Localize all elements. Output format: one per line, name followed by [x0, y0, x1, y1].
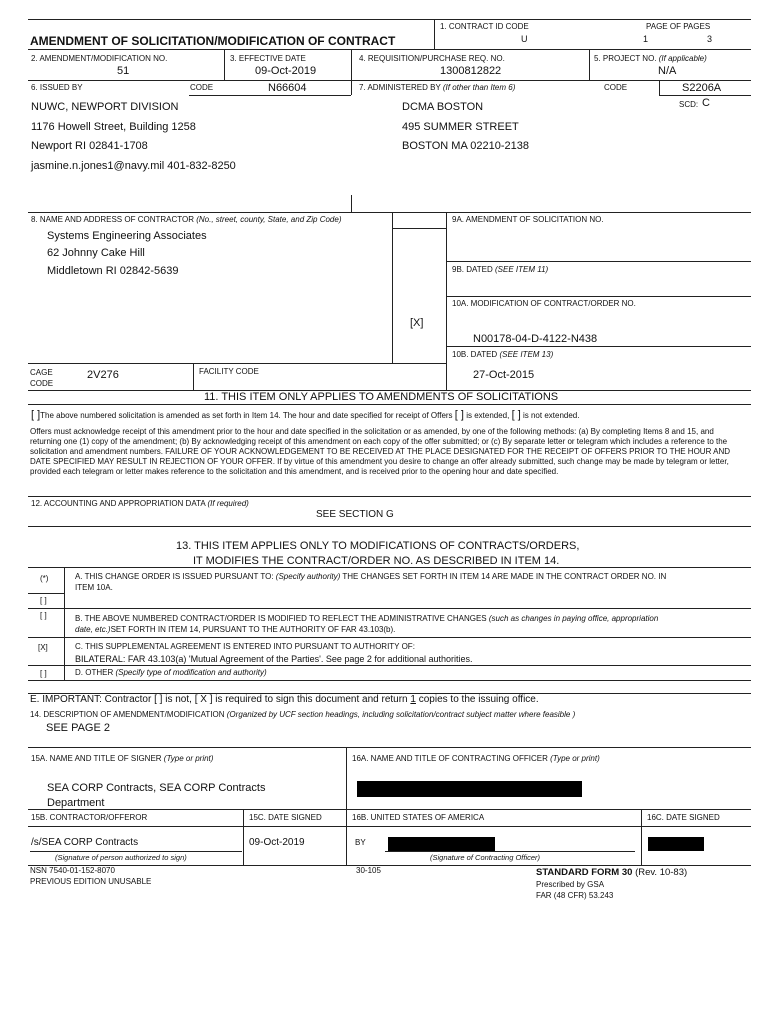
form-title: AMENDMENT OF SOLICITATION/MODIFICATION OF CONTRACT: [30, 34, 396, 48]
admin-line-3: BOSTON MA 02210-2138: [402, 140, 529, 152]
accounting-label: 12. ACCOUNTING AND APPROPRIATION DATA (If required): [31, 499, 249, 508]
effective-date-label: 3. EFFECTIVE DATE: [230, 54, 306, 63]
scd-label: SCD:: [679, 100, 699, 109]
item-13-box-b: [ ]: [40, 611, 47, 620]
item-11-instructions: Offers must acknowledge receipt of this amendment prior to the hour and date specified in the solicitation or as amended, by one of the following methods: (a) By completing Items 8 and 15, and returning one (1) copy of the amendment; (b) By acknowledging receipt of this amendment on each copy of the offer submitted; or (c) By separate letter or telegram which includes a reference to the solicitation and amendment numbers. FAILURE OF YOUR ACKNOWLEDGEMENT TO BE RECEIVED AT THE PLACE DESIGNATED FOR THE RECEIPT OF OFFERS PRIOR TO THE HOUR AND DATE SPECIFIED MAY RESULT IN REJECTION OF YOUR OFFER. If by virtue of this amendment you desire to change an offer already submitted, such change may be made by telegram or letter, provided each telegram or letter makes reference to the solicitation and this amendment, and is received prior to the opening hour and date specified.: [30, 427, 731, 476]
issued-code-value: N66604: [268, 82, 307, 94]
signer-name-label: 15A. NAME AND TITLE OF SIGNER (Type or print): [31, 754, 214, 763]
signature-officer-caption: (Signature of Contracting Officer): [430, 853, 541, 862]
date-signed-16c-label: 16C. DATE SIGNED: [647, 813, 720, 822]
cage-label: CAGE CODE: [30, 368, 54, 388]
issuer-line-4: jasmine.n.jones1@navy.mil 401-832-8250: [31, 160, 236, 172]
effective-date-value: 09-Oct-2019: [255, 65, 317, 77]
dated-10b-label: 10B. DATED (SEE ITEM 13): [452, 350, 554, 359]
issuer-line-1: NUWC, NEWPORT DIVISION: [31, 101, 179, 113]
contractor-date-signed: 09-Oct-2019: [249, 837, 305, 848]
signer-name-line-1: SEA CORP Contracts, SEA CORP Contracts: [47, 782, 266, 794]
modification-checkbox: [X]: [410, 317, 424, 329]
item-13-c-value: BILATERAL: FAR 43.103(a) 'Mutual Agreement of the Parties'. See page 2 for additional authorities.: [75, 654, 473, 664]
redacted-officer-signature: [388, 837, 495, 851]
issuer-line-2: 1176 Howell Street, Building 1258: [31, 121, 196, 133]
cage-value: 2V276: [87, 369, 119, 381]
admin-code-label: CODE: [604, 83, 628, 92]
important-line: E. IMPORTANT: Contractor [ ] is not, [ X ] is required to sign this document and return 1 copies to the issuing office.: [30, 694, 539, 705]
item-13-b-text-2: date, etc.)SET FORTH IN ITEM 14, PURSUANT TO THE AUTHORITY OF FAR 43.103(b).: [75, 625, 396, 634]
facility-code-label: FACILITY CODE: [199, 367, 259, 376]
item-13-a-text: A. THIS CHANGE ORDER IS ISSUED PURSUANT TO: (Specify authority) THE CHANGES SET FORTH IN ITEM 14 ARE MADE IN THE CONTRACT ORDER NO. IN: [75, 572, 667, 581]
description-value: SEE PAGE 2: [46, 722, 110, 734]
signature-authorized-caption: (Signature of person authorized to sign): [55, 853, 187, 862]
standard-form-label: STANDARD FORM 30 (Rev. 10-83): [536, 867, 688, 878]
contractor-offeror-label: 15B. CONTRACTOR/OFFEROR: [31, 813, 148, 822]
item-11-heading: 11. THIS ITEM ONLY APPLIES TO AMENDMENTS OF SOLICITATIONS: [204, 391, 559, 403]
project-no-value: N/A: [658, 65, 677, 77]
date-signed-15c-label: 15C. DATE SIGNED: [249, 813, 322, 822]
amendment-no-label: 2. AMENDMENT/MODIFICATION NO.: [31, 54, 168, 63]
item-13-box-a: [ ]: [40, 596, 47, 605]
contractor-line-1: Systems Engineering Associates: [47, 230, 207, 242]
far-reference: FAR (48 CFR) 53.243: [536, 891, 614, 900]
united-states-label: 16B. UNITED STATES OF AMERICA: [352, 813, 485, 822]
item-13-heading-1: 13. THIS ITEM APPLIES ONLY TO MODIFICATIONS OF CONTRACTS/ORDERS,: [176, 540, 580, 552]
form-code: 30-105: [356, 866, 381, 875]
project-no-label: 5. PROJECT NO. (If applicable): [594, 54, 707, 63]
contractor-line-2: 62 Johnny Cake Hill: [47, 247, 145, 259]
item-13-d-text: D. OTHER (Specify type of modification and authority): [75, 668, 267, 677]
redacted-officer-date: [648, 837, 704, 851]
item-13-star: (*): [40, 574, 49, 583]
issued-code-label: CODE: [190, 83, 214, 92]
item-11-checkbox-line: [ ]The above numbered solicitation is amended as set forth in Item 14. The hour and date specified for receipt of Offers [ ] is extended, [ ] is not extended.: [31, 409, 580, 421]
page-of-pages-label: PAGE OF PAGES: [646, 22, 711, 31]
accounting-value: SEE SECTION G: [316, 509, 394, 520]
description-label: 14. DESCRIPTION OF AMENDMENT/MODIFICATION (Organized by UCF section headings, including solicitation/contract subject matter where feasible ): [30, 710, 576, 719]
previous-edition: PREVIOUS EDITION UNUSABLE: [30, 877, 152, 886]
contract-id-label: 1. CONTRACT ID CODE: [440, 22, 529, 31]
amendment-no-value: 51: [117, 65, 130, 77]
page-value: 1: [643, 34, 649, 44]
requisition-label: 4. REQUISITION/PURCHASE REQ. NO.: [359, 54, 505, 63]
prescribed-by: Prescribed by GSA: [536, 880, 605, 889]
item-13-box-d: [ ]: [40, 669, 47, 678]
issuer-line-3: Newport RI 02841-1708: [31, 140, 148, 152]
item-13-a-text-2: ITEM 10A.: [75, 583, 113, 592]
redacted-officer-name: [357, 781, 582, 797]
admin-line-2: 495 SUMMER STREET: [402, 121, 519, 133]
modification-contract-label: 10A. MODIFICATION OF CONTRACT/ORDER NO.: [452, 299, 636, 308]
contracting-officer-label: 16A. NAME AND TITLE OF CONTRACTING OFFICER (Type or print): [352, 754, 600, 763]
item-13-c-text: C. THIS SUPPLEMENTAL AGREEMENT IS ENTERED INTO PURSUANT TO AUTHORITY OF:: [75, 642, 415, 651]
dated-10b-value: 27-Oct-2015: [473, 369, 535, 381]
requisition-value: 1300812822: [440, 65, 502, 77]
contractor-label: 8. NAME AND ADDRESS OF CONTRACTOR (No., street, county, State, and Zip Code): [31, 215, 342, 224]
signer-name-line-2: Department: [47, 797, 105, 809]
dated-9b-label: 9B. DATED (SEE ITEM 11): [452, 265, 549, 274]
item-13-box-c: [X]: [38, 643, 48, 652]
modification-contract-value: N00178-04-D-4122-N438: [473, 333, 598, 345]
issued-by-label: 6. ISSUED BY: [31, 83, 83, 92]
admin-line-1: DCMA BOSTON: [402, 101, 484, 113]
item-13-b-text: B. THE ABOVE NUMBERED CONTRACT/ORDER IS MODIFIED TO REFLECT THE ADMINISTRATIVE CHANGES (such as changes in paying office, appropriation: [75, 614, 659, 623]
item-13-heading-2: IT MODIFIES THE CONTRACT/ORDER NO. AS DESCRIBED IN ITEM 14.: [193, 555, 560, 567]
pages-value: 3: [707, 34, 713, 44]
administered-by-label: 7. ADMINISTERED BY (If other than Item 6): [359, 83, 516, 92]
by-label: BY: [355, 838, 366, 847]
scd-value: C: [702, 97, 710, 109]
contractor-signature: /s/SEA CORP Contracts: [31, 837, 139, 848]
contractor-line-3: Middletown RI 02842-5639: [47, 265, 179, 277]
amendment-solicitation-label: 9A. AMENDMENT OF SOLICITATION NO.: [452, 215, 604, 224]
contract-id-value: U: [521, 34, 528, 44]
admin-code-value: S2206A: [682, 82, 722, 94]
nsn: NSN 7540-01-152-8070: [30, 866, 115, 875]
